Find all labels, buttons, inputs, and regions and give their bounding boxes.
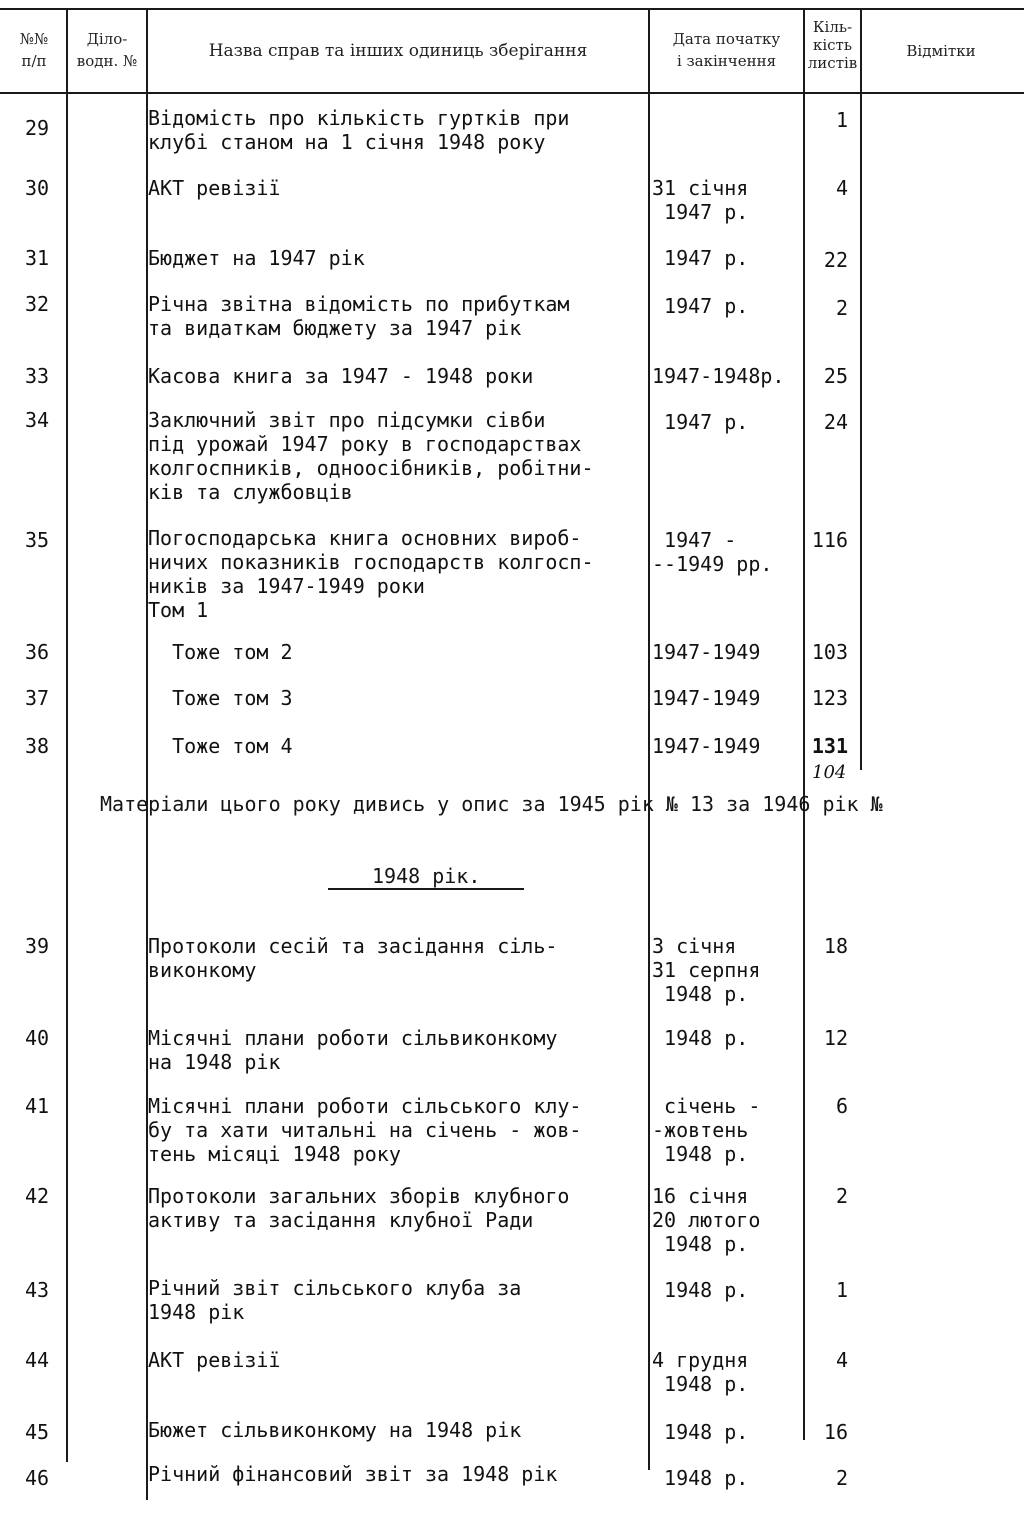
header-col-title: Назва справ та інших одиниць зберігання: [208, 41, 588, 61]
row-dates: 1947 р.: [652, 410, 749, 434]
row-sheets: 131: [811, 734, 848, 758]
row-title: Тоже том 4: [148, 734, 293, 758]
row-dates: 1948 р.: [652, 1420, 749, 1444]
row-number: 34: [24, 408, 50, 432]
section-year-underline: [328, 888, 524, 890]
row-title: Заключний звіт про підсумки сівби під урожай 1947 року в господарствах колгоспників, одноосібників, робітни- ків та службовців: [148, 408, 594, 504]
row-title: Бюджет на 1947 рік: [148, 246, 365, 270]
row-dates: 16 січня 20 лютого 1948 р.: [652, 1184, 761, 1256]
row-number: 45: [24, 1420, 50, 1444]
row-sheets: 4: [835, 176, 848, 200]
row-title: Тоже том 3: [148, 686, 293, 710]
row-sheets: 103: [811, 640, 848, 664]
col-divider-4: [803, 10, 805, 1440]
row-number: 38: [24, 734, 50, 758]
row-title: Касова книга за 1947 - 1948 роки: [148, 364, 534, 388]
row-number: 39: [24, 934, 50, 958]
row-number: 44: [24, 1348, 50, 1372]
row-title: Річний фінансовий звіт за 1948 рік: [148, 1462, 558, 1486]
row-number: 46: [24, 1466, 50, 1490]
row-title: Відомість про кількість гуртків при клубі станом на 1 січня 1948 року: [148, 106, 570, 154]
row-number: 35: [24, 528, 50, 552]
row-number: 32: [24, 292, 50, 316]
row-number: 36: [24, 640, 50, 664]
row-dates: 1947-1948р.: [652, 364, 785, 388]
row-dates: 1947 р.: [652, 294, 749, 318]
row-sheets: 123: [811, 686, 848, 710]
row-sheets: 2: [835, 1184, 848, 1208]
row-number: 31: [24, 246, 50, 270]
header-col-dates: Дата початку і закінчення: [672, 30, 781, 70]
row-number: 29: [24, 116, 50, 140]
row-number: 30: [24, 176, 50, 200]
top-border: [0, 8, 1024, 10]
row-title: Протоколи загальних зборів клубного активу та засідання клубної Ради: [148, 1184, 570, 1232]
row-dates: 1947-1949: [652, 734, 761, 758]
row-sheets: 6: [835, 1094, 848, 1118]
row-number: 41: [24, 1094, 50, 1118]
row-sheets: 2: [835, 296, 848, 320]
section-year-title: 1948 рік.: [372, 864, 481, 888]
row-dates: січень - -жовтень 1948 р.: [652, 1094, 761, 1166]
row-title: Місячні плани роботи сільського клу- бу та хати читальні на січень - жов- тень місяці 1948 року: [148, 1094, 582, 1166]
header-col-sheets: Кіль- кість листів: [807, 18, 858, 72]
row-number: 43: [24, 1278, 50, 1302]
header-col-office: Діло- водн. №: [76, 30, 138, 70]
row-title: АКТ ревізії: [148, 176, 281, 200]
handwritten-sheet-count: 104: [812, 762, 847, 783]
row-sheets: 18: [823, 934, 848, 958]
header-bottom-border: [0, 92, 1024, 94]
col-divider-1: [66, 10, 68, 1462]
row-title: Місячні плани роботи сільвиконкому на 1948 рік: [148, 1026, 558, 1074]
row-dates: 1948 р.: [652, 1466, 749, 1490]
row-dates: 1947-1949: [652, 640, 761, 664]
row-dates: 1947-1949: [652, 686, 761, 710]
row-title: Погосподарська книга основних вироб- ничих показників господарств колгосп- ників за 1947-1949 роки Том 1: [148, 526, 594, 622]
col-divider-3: [648, 10, 650, 1470]
row-dates: 31 січня 1947 р.: [652, 176, 749, 224]
row-title: Тоже том 2: [148, 640, 293, 664]
header-col-notes: Відмітки: [906, 42, 976, 60]
row-sheets: 2: [835, 1466, 848, 1490]
row-number: 33: [24, 364, 50, 388]
row-sheets: 25: [823, 364, 848, 388]
row-title: АКТ ревізії: [148, 1348, 281, 1372]
col-divider-5: [860, 10, 862, 770]
row-sheets: 116: [811, 528, 848, 552]
row-title: Бюжет сільвиконкому на 1948 рік: [148, 1418, 522, 1442]
row-sheets: 12: [823, 1026, 848, 1050]
row-sheets: 22: [823, 248, 848, 272]
row-number: 40: [24, 1026, 50, 1050]
row-number: 42: [24, 1184, 50, 1208]
row-sheets: 24: [823, 410, 848, 434]
row-number: 37: [24, 686, 50, 710]
row-sheets: 16: [823, 1420, 848, 1444]
row-title: Річний звіт сільського клуба за 1948 рік: [148, 1276, 522, 1324]
row-sheets: 1: [835, 1278, 848, 1302]
materials-note: Матеріали цього року дивись у опис за 1945 рік № 13 за 1946 рік №: [100, 792, 883, 816]
header-col-num: №№ п/п: [19, 30, 49, 70]
row-dates: 1947 - --1949 рр.: [652, 528, 773, 576]
row-title: Протоколи сесій та засідання сіль- виконкому: [148, 934, 558, 982]
row-sheets: 1: [835, 108, 848, 132]
row-dates: 3 січня 31 серпня 1948 р.: [652, 934, 761, 1006]
row-dates: 1948 р.: [652, 1026, 749, 1050]
row-dates: 4 грудня 1948 р.: [652, 1348, 749, 1396]
row-sheets: 4: [835, 1348, 848, 1372]
row-dates: 1947 р.: [652, 246, 749, 270]
row-title: Річна звітна відомість по прибуткам та видаткам бюджету за 1947 рік: [148, 292, 570, 340]
row-dates: 1948 р.: [652, 1278, 749, 1302]
